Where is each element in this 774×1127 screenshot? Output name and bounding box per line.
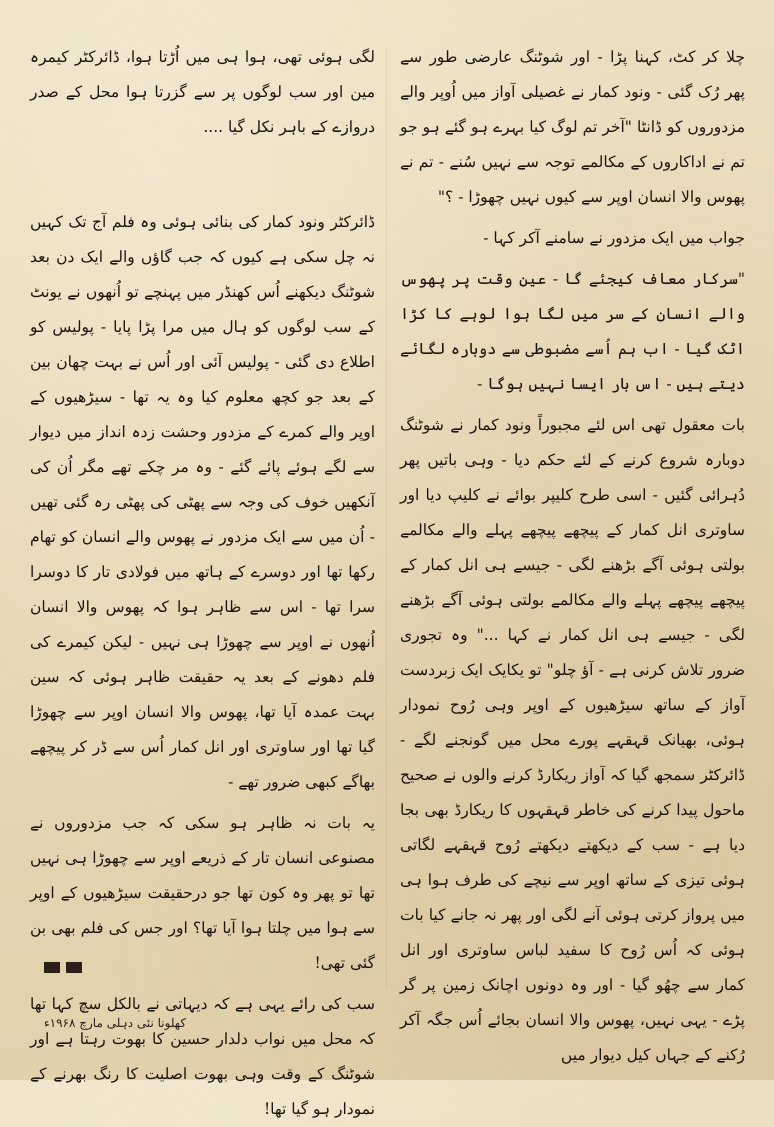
end-mark-square xyxy=(44,962,60,973)
column-divider xyxy=(386,48,387,988)
end-mark-square xyxy=(66,962,82,973)
paragraph: ڈائرکٹر ونود کمار کی بنائی ہوئی وہ فلم آج تک کہیں نہ چل سکی ہے کیوں کہ جب گاؤں والے ایک دن بعد شوٹنگ دیکھنے اُس کھنڈر میں پہنچے تو اُنھوں نے یونٹ کے سب لوگوں کو ہال میں مرا پڑا پایا - پولیس کو اطلاع دی گئی - پولیس آئی اور اُس نے بہت چھان بین کے بعد جو کچھ معلوم کیا وہ یہ تھا - سیڑھیوں کے اوپر والے کمرے کے مزدور وحشت زدہ انداز میں دیوار سے لگے ہوئے پائے گئے - وہ مر چکے تھے مگر اُن کی آنکھیں خوف کی وجہ سے پھٹی کی پھٹی رہ گئی تھیں - اُن میں سے ایک مزدور نے پھوس والے انسان کو تھام رکھا تھا اور دوسرے کے ہاتھ میں فولادی تار کا دوسرا سرا تھا - اس سے ظاہر ہوا کہ پھوس والا انسان اُنھوں نے اوپر سے چھوڑا ہی نہیں - لیکن کیمرے کی فلم دھونے کے بعد یہ حقیقت ظاہر ہوئی کہ سین بہت عمدہ آیا تھا، پھوس والا انسان اوپر سے چھوڑا گیا تھا اور ساوتری اور انل کمار اُس سے ڈر کر پیچھے بھاگے کبھی ضرور تھے - xyxy=(30,213,375,791)
paragraph: یہ بات نہ ظاہر ہو سکی کہ جب مزدوروں نے مصنوعی انسان تار کے ذریعے اوپر سے چھوڑا ہی نہیں تھا تو پھر وہ کون تھا جو درحقیقت سیڑھیوں کے اوپر سے ہوا میں چلتا ہوا آیا تھا؟ اور جس کی فلم بھی بن گئی تھی! xyxy=(30,814,375,972)
paragraph: سب کی رائے یہی ہے کہ دیہاتی نے بالکل سچ کہا تھا کہ محل میں نواب دلدار حسین کا بھوت رہتا ہے اور شوٹنگ کے وقت وہی بھوت اصلیت کا رنگ بھرنے کے نمودار ہو گیا تھا! xyxy=(30,995,375,1118)
paragraph: "سرکار معاف کیجئے گا - عین وقت پر پھوس والے انسان کے سر میں لگا ہوا لوہے کا کڑا اٹک گیا - اب ہم اُسے مضبوطی سے دوبارہ لگائے دیتے ہیں - اس بار ایسا نہیں ہوگا - xyxy=(400,270,745,393)
page-footer: کھلونا نئی دہلی مارچ ۱۹۶۸ء xyxy=(44,1016,187,1030)
paragraph: جواب میں ایک مزدور نے سامنے آکر کہا - xyxy=(483,229,745,247)
section-gap xyxy=(30,145,375,205)
paragraph: بات معقول تھی اس لئے مجبوراً ونود کمار نے شوٹنگ دوبارہ شروع کرنے کے لئے حکم دیا - وہی باتیں پھر دُہرائی گئیں - اسی طرح کلیپر بوائے نے کلیپ دیا اور ساوتری انل کمار کے پیچھے پیچھے پہلے والے مکالمے بولتی ہوئی آگے بڑھنے لگی - جیسے ہی انل کمار کے پیچھے پیچھے پہلے والے مکالمے بولتی ہوئی آگے بڑھنے لگی - جیسے ہی انل کمار نے کہا ..." وہ تجوری ضرور تلاش کرنی ہے - آؤ چلو" تو یکایک ایک زبردست آواز کے ساتھ سیڑھیوں کے اوپر وہی رُوح نمودار ہوئی، بھیانک قہقہے پورے محل میں گونجنے لگے - ڈائرکٹر سمجھ گیا کہ آواز ریکارڈ کرنے والوں نے صحیح ماحول پیدا کرنے کی خاطر قہقہوں کا ریکارڈ بھی بجا دیا ہے - سب کے دیکھتے دیکھتے رُوح قہقہے لگاتی ہوئی تیزی کے ساتھ اوپر سے نیچے کی طرف ہوا ہی میں پرواز کرتی ہوئی آنے لگی اور پھر نہ جانے کیا بات ہوئی کہ اُس رُوح کا سفید لباس ساوتری اور انل کمار سے چھُو گیا - اور وہ دونوں اچانک زمین پر گر پڑے - یہی نہیں، پھوس والا انسان بجائے اُس جگہ آکر رُکنے کے جہاں کیل دیوار میں xyxy=(400,416,745,1064)
paragraph: لگی ہوئی تھی، ہوا ہی میں اُڑتا ہوا، ڈائرکٹر کیمرہ مین اور سب لوگوں پر سے گزرتا ہوا محل کے صدر دروازے کے باہر نکل گیا .... xyxy=(30,48,375,136)
paragraph: چلا کر کٹ، کہنا پڑا - اور شوٹنگ عارضی طور سے پھر رُک گئی - ونود کمار نے غصیلی آواز میں اُوپر والے مزدوروں کو ڈانٹا "آخر تم لوگ کیا بہرے ہو گئے ہو جو تم نے اداکاروں کے مکالمے توجہ سے نہیں سُنے - تم نے پھوس والا انسان اوپر سے کیوں نہیں چھوڑا - ؟" xyxy=(400,48,745,206)
end-of-article-marks xyxy=(44,962,82,973)
right-column xyxy=(400,40,745,1073)
